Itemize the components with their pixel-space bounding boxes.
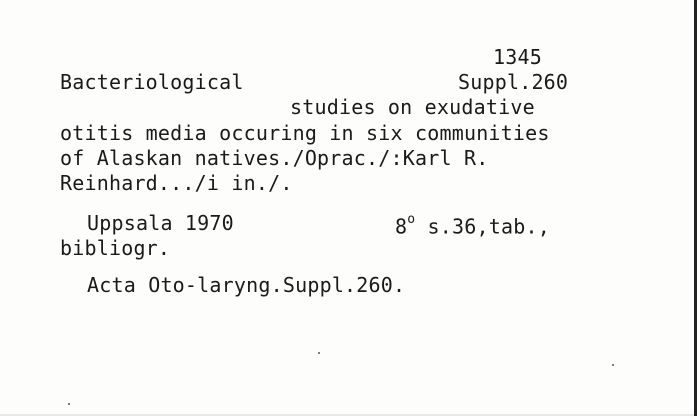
format-base: 8 (395, 214, 408, 239)
card-bibliog: bibliogr. (60, 236, 171, 260)
card-heading: Bacteriological (60, 70, 244, 94)
card-imprint: Uppsala 1970 (87, 211, 234, 235)
card-collation: s.36,tab., (427, 214, 550, 239)
title-line-2: otitis media occuring in six communities (60, 121, 550, 145)
paper-speck (68, 403, 70, 405)
title-line-3: of Alaskan natives./Oprac./:Karl R. (60, 146, 489, 170)
paper-speck (318, 352, 320, 354)
card-number: 1345 (493, 45, 542, 69)
paper-speck (612, 364, 614, 366)
card-format (395, 211, 550, 239)
title-line-4: Reinhard.../i in./. (60, 171, 293, 195)
title-line-1: studies on exudative (290, 95, 535, 119)
card-series: Acta Oto-laryng.Suppl.260. (87, 273, 406, 297)
format-superscript: o (407, 212, 416, 227)
card-shelfmark: Suppl.260 (458, 70, 569, 94)
